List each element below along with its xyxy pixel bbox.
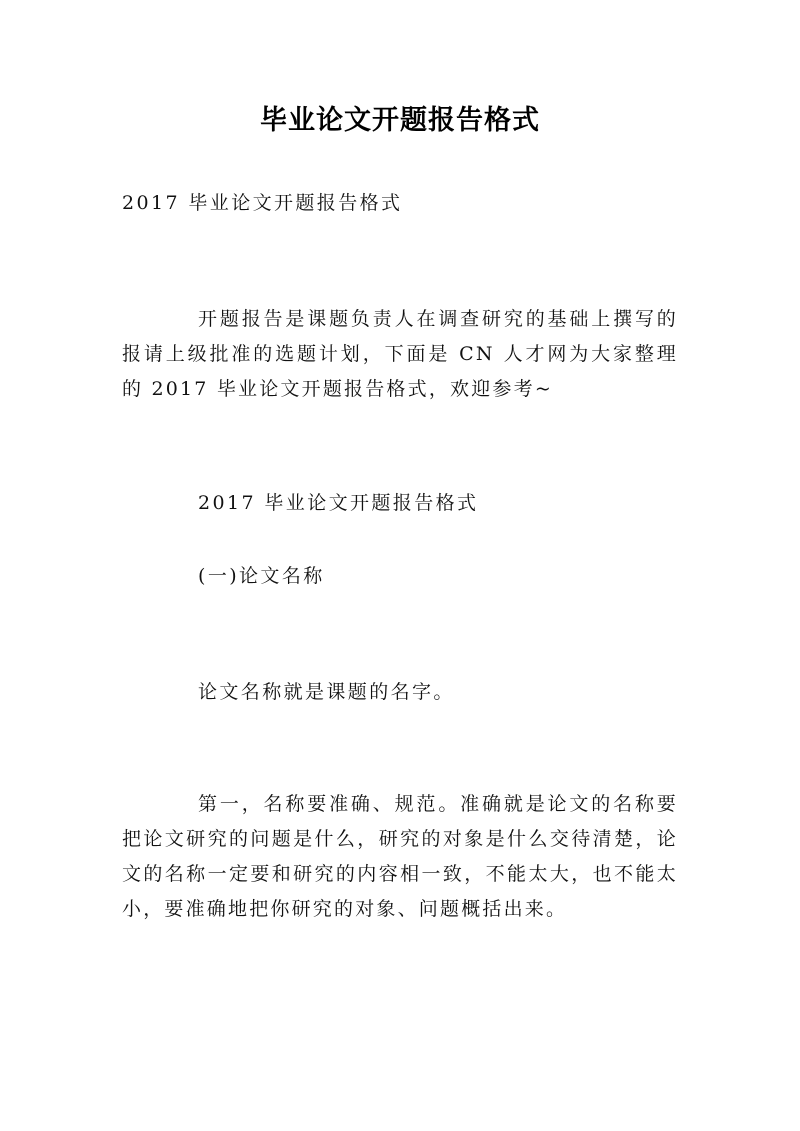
paragraph-title-requirements: 第一，名称要准确、规范。准确就是论文的名称要把论文研究的问题是什么，研究的对象是什么交待清楚，论文的名称一定要和研究的内容相一致，不能太大，也不能太小，要准确地把你研究的对象、问题概括出来。	[122, 793, 678, 920]
intro-paragraph: 开题报告是课题负责人在调查研究的基础上撰写的报请上级批准的选题计划，下面是 CN 人才网为大家整理的 2017 毕业论文开题报告格式，欢迎参考~	[122, 308, 678, 400]
section-heading: 2017 毕业论文开题报告格式	[198, 492, 479, 514]
subtitle-line: 2017 毕业论文开题报告格式	[122, 192, 403, 214]
document-title: 毕业论文开题报告格式	[260, 105, 540, 136]
subheading-thesis-title: (一)论文名称	[198, 565, 325, 587]
paragraph-title-definition: 论文名称就是课题的名字。	[198, 681, 455, 703]
